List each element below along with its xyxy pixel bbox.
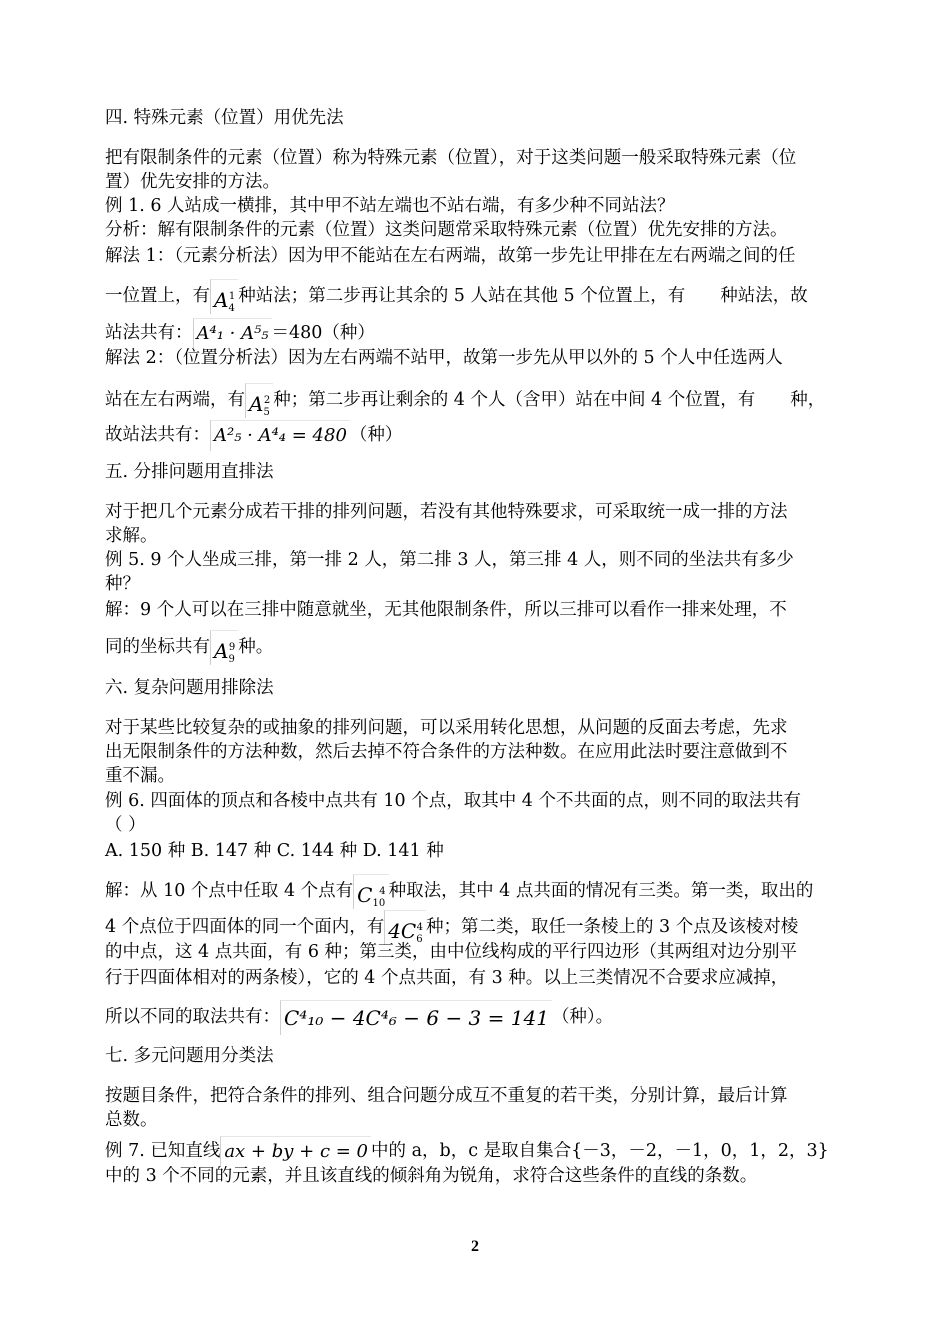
solution-line: 解法 2：（位置分析法）因为左右两端不站甲，故第一步先从甲以外的 5 个人中任选两人: [105, 348, 783, 368]
text-segment: 一位置上，有: [105, 286, 210, 306]
text-segment: 故站法共有：: [105, 425, 210, 445]
solution-line: 行于四面体相对的两条棱），它的 4 个点共面，有 3 种。以上三类情况不合要求应减掉，: [105, 968, 789, 988]
paragraph-line: 置）优先安排的方法。: [105, 172, 280, 192]
paragraph-line: 出无限制条件的方法种数，然后去掉不符合条件的方法种数。在应用此法时要注意做到不: [105, 742, 788, 762]
formula-image: A²₅ · A⁴₄ = 480: [210, 420, 350, 451]
example-line: 例 5. 9 个人坐成三排，第一排 2 人，第二排 3 人，第三排 4 人，则不同的坐法共有多少: [105, 550, 794, 570]
text-segment: 所以不同的取法共有：: [105, 1007, 280, 1027]
text-segment: 例 7. 已知直线: [105, 1141, 221, 1161]
example-line: [105, 1136, 829, 1167]
example-line: 例 6. 四面体的顶点和各棱中点共有 10 个点，取其中 4 个不共面的点，则不同的取法共有: [105, 791, 801, 811]
text-segment: （种）。: [551, 1007, 614, 1027]
example-line: 种？: [105, 574, 140, 594]
paragraph-line: 对于某些比较复杂的或抽象的排列问题，可以采用转化思想，从问题的反面去考虑，先求: [105, 718, 788, 738]
example-line: 例 1. 6 人站成一横排，其中甲不站左端也不站右端，有多少种不同站法？: [105, 196, 675, 216]
text-segment: 站法共有：: [105, 323, 193, 343]
solution-line: [105, 318, 375, 349]
solution-line: [105, 874, 813, 909]
section-heading: 四. 特殊元素（位置）用优先法: [105, 108, 344, 128]
text-segment: 4 个点位于四面体的同一个面内，有: [105, 917, 385, 937]
analysis-line: 分析：解有限制条件的元素（位置）这类问题常采取特殊元素（位置）优先安排的方法。: [105, 220, 788, 240]
section-heading: 六. 复杂问题用排除法: [105, 678, 274, 698]
paragraph-line: 重不漏。: [105, 766, 175, 786]
formula-image: C⁴₁₀ − 4C⁴₆ − 6 − 3 = 141: [280, 1000, 552, 1035]
text-segment: 种；第二类，取任一条棱上的 3 个点及该棱对棱: [425, 917, 799, 937]
text-segment: 中的 a，b，c 是取自集合{－3，－2，－1，0，1，2，3}: [371, 1141, 829, 1161]
paragraph-line: 总数。: [105, 1110, 158, 1130]
section-heading: 七. 多元问题用分类法: [105, 1046, 274, 1066]
formula-image: $A_5^2$: [245, 383, 273, 418]
example-line: 中的 3 个不同的元素，并且该直线的倾斜角为锐角，求符合这些条件的直线的条数。: [105, 1166, 758, 1186]
example-line: （ ）: [105, 815, 146, 835]
formula-image: A⁴₁ · A⁵₅: [193, 318, 272, 349]
solution-line: [105, 1000, 613, 1035]
formula-image: ax + by + c = 0: [220, 1136, 371, 1167]
solution-line: 解法 1：（元素分析法）因为甲不能站在左右两端，故第一步先让甲排在左右两端之间的任: [105, 246, 796, 266]
paragraph-line: 按题目条件，把符合条件的排列、组合问题分成互不重复的若干类，分别计算，最后计算: [105, 1086, 788, 1106]
answer-options: A. 150 种 B. 147 种 C. 144 种 D. 141 种: [105, 841, 444, 861]
section-heading: 五. 分排问题用直排法: [105, 462, 274, 482]
solution-line: [105, 383, 825, 418]
solution-line: [105, 279, 808, 314]
formula-image: $A_9^9$: [210, 630, 238, 665]
text-segment: 种；第二步再让剩余的 4 个人（含甲）站在中间 4 个位置，有 种，: [273, 390, 826, 410]
paragraph-line: 求解。: [105, 526, 158, 546]
text-segment: ＝480（种）: [271, 323, 375, 343]
text-segment: 种取法，其中 4 点共面的情况有三类。第一类，取出的: [388, 881, 814, 901]
solution-line: [105, 630, 273, 665]
text-segment: 解：从 10 个点中任取 4 个点有: [105, 881, 354, 901]
text-segment: 种。: [238, 637, 274, 657]
text-segment: 种站法；第二步再让其余的 5 人站在其他 5 个位置上，有 种站法，故: [238, 286, 808, 306]
solution-line: [105, 420, 402, 451]
text-segment: 同的坐标共有: [105, 637, 210, 657]
solution-line: 的中点，这 4 点共面，有 6 种；第三类，由中位线构成的平行四边形（其两组对边分别平: [105, 942, 798, 962]
formula-image: $C_{10}^4$: [353, 874, 388, 909]
formula-image: $4C_6^4$: [384, 910, 426, 945]
paragraph-line: 对于把几个元素分成若干排的排列问题，若没有其他特殊要求，可采取统一成一排的方法: [105, 502, 788, 522]
text-segment: （种）: [349, 425, 403, 445]
paragraph-line: 把有限制条件的元素（位置）称为特殊元素（位置），对于这类问题一般采取特殊元素（位: [105, 148, 797, 168]
page-number: 2: [471, 1238, 479, 1255]
solution-line: 解：9 个人可以在三排中随意就坐，无其他限制条件，所以三排可以看作一排来处理，不: [105, 600, 787, 620]
formula-image: $A_4^1$: [210, 279, 238, 314]
text-segment: 站在左右两端，有: [105, 390, 245, 410]
